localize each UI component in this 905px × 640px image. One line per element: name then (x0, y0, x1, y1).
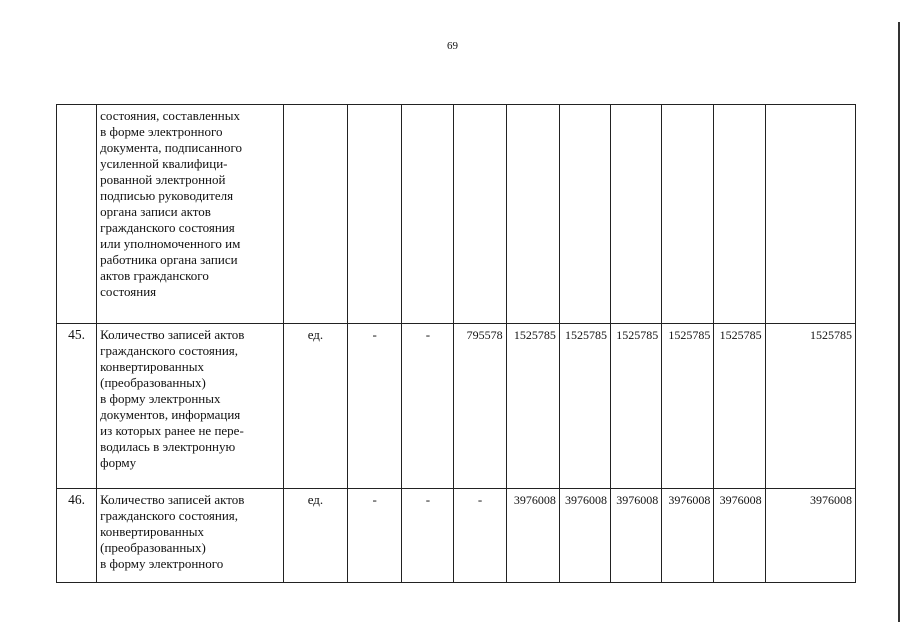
value-cell (714, 105, 765, 324)
row-number: 46. (57, 489, 97, 583)
value-cell: 1525785 (611, 324, 662, 489)
value-cell: - (402, 324, 454, 489)
value-cell: - (454, 489, 506, 583)
value-cell: 1525785 (662, 324, 714, 489)
value-cell: - (402, 489, 454, 583)
row-description: Количество записей актов гражданского состояния, конвертированных (преобразованных) в форму электронного (97, 489, 284, 583)
value-cell: 795578 (454, 324, 506, 489)
page-number: 69 (447, 40, 458, 52)
value-cell (506, 105, 559, 324)
value-cell: 1525785 (506, 324, 559, 489)
value-cell: 3976008 (559, 489, 610, 583)
value-cell (662, 105, 714, 324)
value-cell: - (348, 489, 402, 583)
value-cell: 1525785 (765, 324, 855, 489)
value-cell: 1525785 (714, 324, 765, 489)
value-cell: - (348, 324, 402, 489)
unit-cell: ед. (283, 489, 347, 583)
table-row (57, 105, 856, 324)
unit-cell: ед. (283, 324, 347, 489)
value-cell: 1525785 (559, 324, 610, 489)
row-description: Количество записей актов гражданского состояния, конвертированных (преобразованных) в форму электронных документов, информация из которых ранее не пере- водилась в электронную форму (97, 324, 284, 489)
row-number: 45. (57, 324, 97, 489)
scan-edge-line (898, 22, 900, 622)
value-cell: 3976008 (506, 489, 559, 583)
value-cell (765, 105, 855, 324)
table-row (57, 324, 856, 489)
unit-cell (283, 105, 347, 324)
indicators-table (56, 104, 856, 583)
value-cell: 3976008 (765, 489, 855, 583)
table-row (57, 489, 856, 583)
value-cell (559, 105, 610, 324)
value-cell: 3976008 (611, 489, 662, 583)
value-cell (402, 105, 454, 324)
value-cell: 3976008 (662, 489, 714, 583)
row-number (57, 105, 97, 324)
value-cell (348, 105, 402, 324)
value-cell (454, 105, 506, 324)
row-description: состояния, составленных в форме электронного документа, подписанного усиленной квалифици- рованной электронной подписью руководителя органа записи актов гражданского состояния или уполномоченного им работника органа записи актов гражданского состояния (97, 105, 284, 324)
value-cell (611, 105, 662, 324)
value-cell: 3976008 (714, 489, 765, 583)
